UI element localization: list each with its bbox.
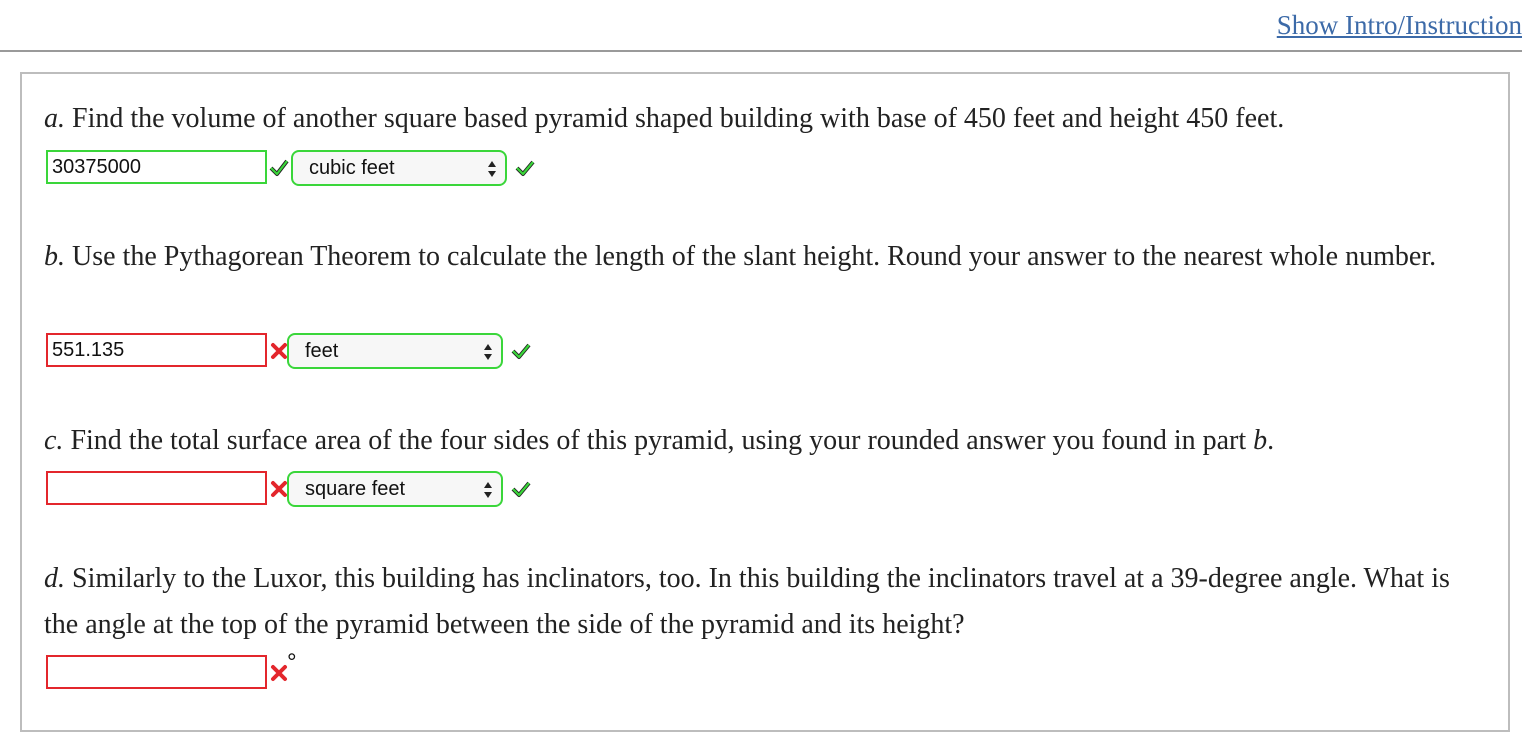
- check-icon: [511, 342, 531, 360]
- unit-select-value: cubic feet: [309, 157, 395, 179]
- question-letter: a.: [44, 103, 65, 134]
- answer-input-c[interactable]: [46, 471, 267, 505]
- check-icon: [269, 158, 289, 178]
- degree-symbol: °: [287, 649, 297, 676]
- unit-select-b[interactable]: [287, 333, 503, 369]
- answer-input-b[interactable]: [46, 333, 267, 367]
- question-text-italic: b: [1253, 425, 1268, 456]
- top-bar: [0, 0, 1522, 52]
- question-text: Find the volume of another square based pyramid shaped building with base of 450 feet and height 450 feet.: [65, 103, 1285, 134]
- question-text: Find the total surface area of the four sides of this pyramid, using your rounded answer you found in part: [63, 425, 1254, 456]
- question-text-end: .: [1267, 425, 1275, 456]
- up-down-arrows-icon: [487, 160, 497, 178]
- question-c: [44, 418, 1484, 464]
- question-letter: d.: [44, 563, 65, 594]
- check-icon: [511, 480, 531, 498]
- unit-select-a[interactable]: [291, 150, 507, 186]
- question-letter: b.: [44, 241, 65, 272]
- x-icon: [269, 479, 289, 499]
- x-icon: [269, 341, 289, 361]
- up-down-arrows-icon: [483, 481, 493, 499]
- question-text: Similarly to the Luxor, this building has inclinators, too. In this building the inclinators travel at a 39-degree angle. What is the angle at the top of the pyramid between the side of the pyramid and its height?: [44, 563, 1450, 640]
- question-b: [44, 234, 1484, 280]
- question-a: [44, 96, 1484, 142]
- question-d: [44, 556, 1484, 648]
- unit-select-value: square feet: [305, 478, 406, 500]
- question-letter: c.: [44, 425, 64, 456]
- unit-select-value: feet: [305, 340, 339, 362]
- unit-select-c[interactable]: [287, 471, 503, 507]
- question-text: Use the Pythagorean Theorem to calculate the length of the slant height. Round your answer to the nearest whole number.: [65, 241, 1437, 272]
- up-down-arrows-icon: [483, 343, 493, 361]
- question-panel: [20, 72, 1510, 732]
- answer-input-a[interactable]: [46, 150, 267, 184]
- x-icon: [269, 663, 289, 683]
- show-intro-link[interactable]: Show Intro/Instruction: [1276, 10, 1522, 40]
- answer-input-d[interactable]: [46, 655, 267, 689]
- check-icon: [515, 159, 535, 177]
